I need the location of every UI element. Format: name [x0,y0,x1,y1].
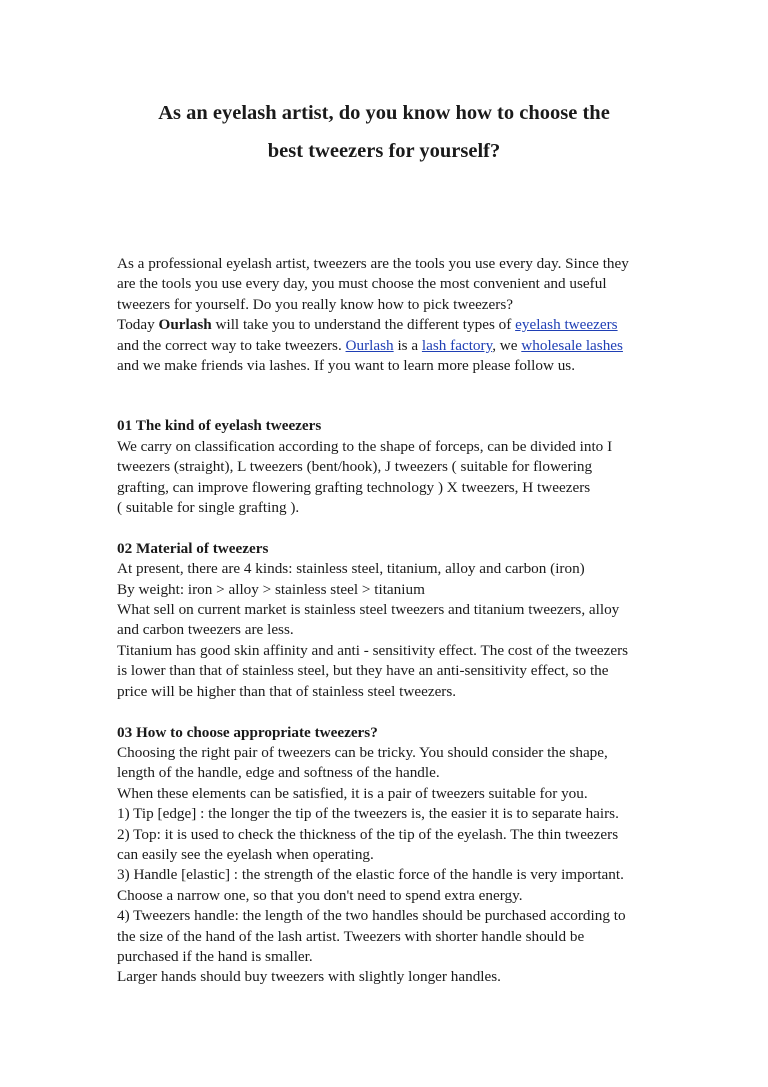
section-line: purchased if the hand is smaller. [117,947,313,965]
section-line: Titanium has good skin affinity and anti - sensitivity effect. The cost of the tweezers [117,641,629,659]
brand-name: Ourlash [158,316,212,334]
intro-line [117,315,647,335]
section-kinds [117,416,647,518]
section-line: can easily see the eyelash when operating. [117,845,374,863]
intro-line: and we make friends via lashes. If you want to learn more please follow us. [117,357,576,375]
section-line: At present, there are 4 kinds: stainless steel, titanium, alloy and carbon (iron) [117,560,585,578]
section-line: is lower than that of stainless steel, but they have an anti-sensitivity effect, so the [117,662,609,680]
intro-line: As a professional eyelash artist, tweezers are the tools you use every day. Since they [117,255,629,272]
section-choose [117,723,647,988]
section-line: Choosing the right pair of tweezers can be tricky. You should consider the shape, [117,743,608,761]
section-material [117,539,647,702]
intro-text: will take you to understand the different types of [211,316,516,334]
intro-text: and the correct way to take tweezers. [117,336,346,354]
section-line: We carry on classification according to the shape of forceps, can be divided into I [117,437,613,455]
section-line: 3) Handle [elastic] : the strength of the elastic force of the handle is very important. [117,866,624,884]
section-line: grafting, can improve flowering grafting technology ) X tweezers, H tweezers [117,478,591,496]
lash-factory-link[interactable]: lash factory [421,336,493,354]
section-line: 1) Tip [edge] : the longer the tip of the tweezers is, the easier it is to separate hairs. [117,805,619,823]
section-line: 2) Top: it is used to check the thickness of the tip of the eyelash. The thin tweezers [117,825,619,843]
section-line: By weight: iron > alloy > stainless steel > titanium [117,580,425,598]
section-line: 4) Tweezers handle: the length of the two handles should be purchased according to [117,907,626,925]
article-body [117,254,647,988]
intro-paragraph [117,254,647,376]
section-heading: 01 The kind of eyelash tweezers [117,417,322,435]
title-line-1: As an eyelash artist, do you know how to choose the [158,102,610,124]
section-line: Choose a narrow one, so that you don't need to spend extra energy. [117,886,523,904]
intro-line: are the tools you use every day, you must choose the most convenient and useful [117,275,607,293]
section-line: What sell on current market is stainless steel tweezers and titanium tweezers, alloy [117,601,620,619]
section-line: When these elements can be satisfied, it is a pair of tweezers suitable for you. [117,784,588,802]
ourlash-link[interactable]: Ourlash [345,336,394,354]
section-line: length of the handle, edge and softness of the handle. [117,764,440,782]
section-line: and carbon tweezers are less. [117,621,294,639]
section-line: the size of the hand of the lash artist. Tweezers with shorter handle should be [117,927,585,945]
eyelash-tweezers-link[interactable]: eyelash tweezers [515,316,618,334]
section-line: price will be higher than that of stainless steel tweezers. [117,682,457,700]
title-line-2: best tweezers for yourself? [267,140,501,162]
intro-text: , we [492,336,522,354]
section-heading: 03 How to choose appropriate tweezers? [117,723,378,741]
section-heading: 02 Material of tweezers [117,539,269,557]
intro-line: tweezers for yourself. Do you really know how to pick tweezers? [117,295,514,313]
intro-text: Today [117,316,159,334]
section-line: Larger hands should buy tweezers with slightly longer handles. [117,968,501,986]
section-line: tweezers (straight), L tweezers (bent/hook), J tweezers ( suitable for flowering [117,458,593,476]
intro-text: is a [393,336,422,354]
wholesale-lashes-link[interactable]: wholesale lashes [521,336,623,354]
section-line: ( suitable for single grafting ). [117,499,300,517]
page-title [117,94,651,170]
intro-line [117,336,647,356]
